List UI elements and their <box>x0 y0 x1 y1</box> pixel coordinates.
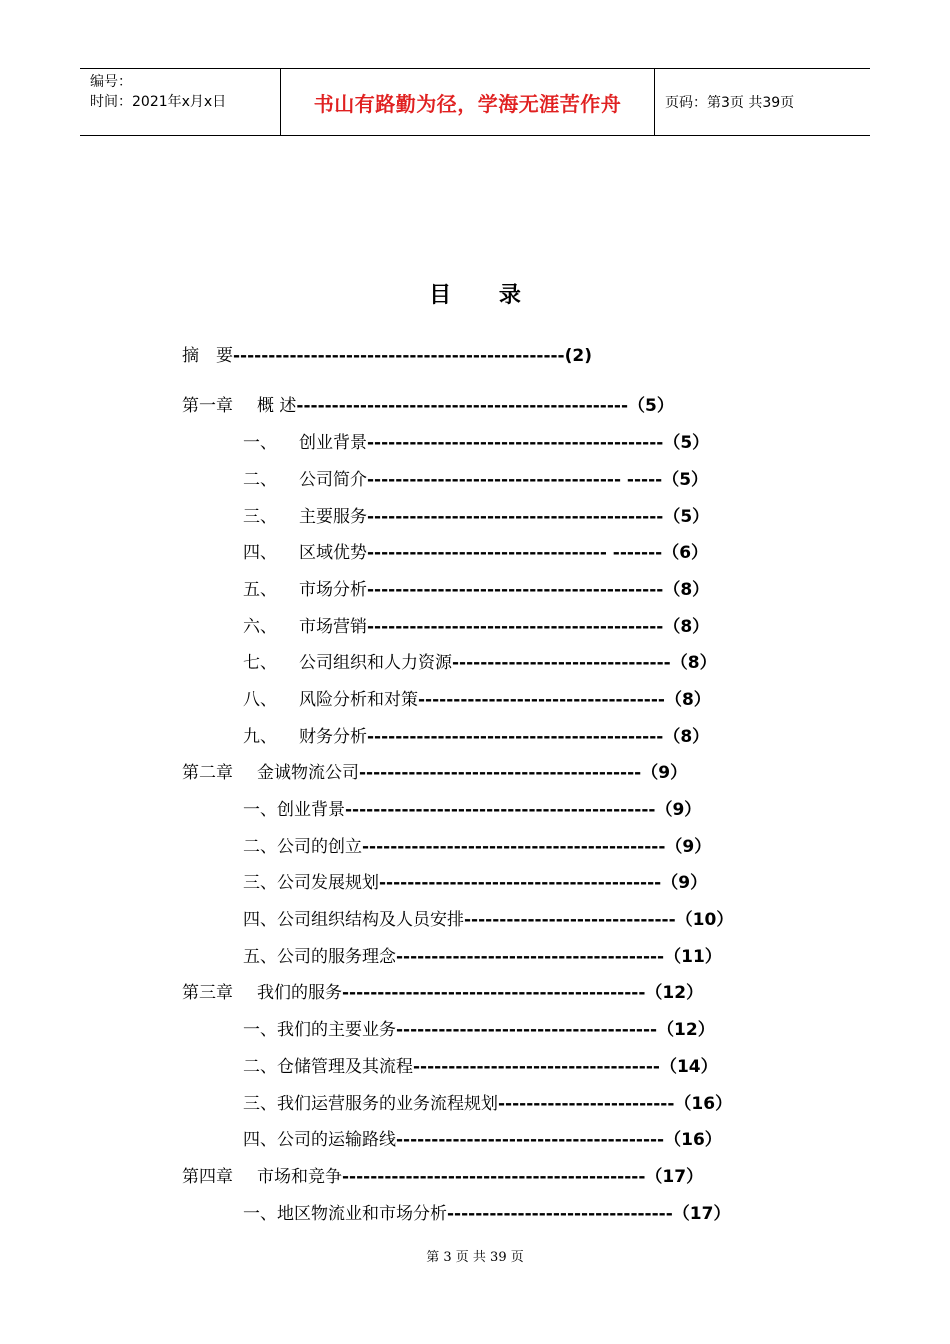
toc-entry[interactable] <box>243 615 709 639</box>
toc-page-number: （9） <box>661 873 708 893</box>
toc-entry-label: 市场营销 <box>299 617 367 637</box>
header-info-cell <box>80 69 281 135</box>
toc-entry-label: 财务分析 <box>299 727 367 747</box>
toc-leader-dashes: ----------------------------------- <box>413 1057 660 1077</box>
toc-leader-dashes: ----------------------------------------------- <box>296 396 629 416</box>
toc-entry[interactable] <box>243 1128 722 1152</box>
toc-entry[interactable] <box>243 725 709 749</box>
toc-entry-number: 四、 <box>243 543 277 563</box>
toc-entry[interactable] <box>243 578 709 602</box>
toc-page-number: （17） <box>672 1204 731 1224</box>
toc-entry-number: 第三章 <box>182 983 233 1003</box>
toc-leader-dashes: ---------------------------------------- <box>379 873 662 893</box>
page-footer: 第 3 页 共 39 页 <box>426 1250 524 1265</box>
toc-entry-label: 市场和竞争 <box>257 1167 342 1187</box>
toc-page-number: （9） <box>655 800 702 820</box>
toc-entry-label: 创业背景 <box>299 433 367 453</box>
toc-entry[interactable] <box>243 1092 732 1116</box>
toc-entry[interactable] <box>243 541 708 565</box>
toc-entry[interactable] <box>243 1018 715 1042</box>
toc-entry-number: 三、 <box>243 507 277 527</box>
toc-leader-dashes: -------------------------------------- <box>396 947 665 967</box>
toc-entry-label: 区域优势 <box>299 543 367 563</box>
toc-leader-dashes: ------------------------------ <box>464 910 676 930</box>
toc-entry-label: 五、公司的服务理念 <box>243 947 396 967</box>
toc-page-number: （12） <box>657 1020 715 1040</box>
toc-page-number: （5） <box>663 433 710 453</box>
header-time: 时间：2021年x月x日 <box>90 94 227 110</box>
toc-entry[interactable] <box>243 945 722 969</box>
header-number: 编号： <box>90 74 132 90</box>
toc-entry-number: 第四章 <box>182 1167 233 1187</box>
toc-page-number: （10） <box>675 910 734 930</box>
toc-page-number: (2) <box>564 346 592 366</box>
header-motto: 书山有路勤为径，学海无涯苦作舟 <box>313 91 622 116</box>
toc-page-number: （11） <box>664 947 722 967</box>
toc-entry-number: 五、 <box>243 580 277 600</box>
toc-leader-dashes: ------------------------------------------ <box>367 507 664 527</box>
toc-leader-dashes: -------------------------------- <box>447 1204 673 1224</box>
toc-entry[interactable] <box>243 431 709 455</box>
toc-page-number: （8） <box>663 617 710 637</box>
toc-entry-label: 一、创业背景 <box>243 800 345 820</box>
page-title: 目 录 <box>429 283 541 308</box>
toc-page-number: （8） <box>663 727 710 747</box>
toc-entry-number: 摘 要 <box>182 346 233 366</box>
toc-entry[interactable] <box>182 1165 703 1189</box>
toc-page-number: （16） <box>674 1094 733 1114</box>
toc-entry[interactable] <box>182 761 687 785</box>
toc-entry[interactable] <box>243 835 711 859</box>
toc-page-number: （8） <box>670 653 717 673</box>
header-motto-cell <box>281 69 655 135</box>
toc-entry-number: 九、 <box>243 727 277 747</box>
toc-page-number: （9） <box>665 837 712 857</box>
toc-entry[interactable] <box>243 908 733 932</box>
toc-entry-label: 市场分析 <box>299 580 367 600</box>
toc-entry[interactable] <box>243 1202 730 1226</box>
toc-entry-label: 二、仓储管理及其流程 <box>243 1057 413 1077</box>
toc-leader-dashes: ---------------------------------- ------- <box>367 543 663 563</box>
toc-leader-dashes: -------------------------------------- <box>396 1130 665 1150</box>
toc-entry-number: 二、 <box>243 470 277 490</box>
toc-page-number: （14） <box>659 1057 718 1077</box>
toc-entry-label: 一、我们的主要业务 <box>243 1020 396 1040</box>
toc-leader-dashes: ----------------------------------------------- <box>233 346 565 366</box>
toc-page-number: （9） <box>641 763 688 783</box>
page-header <box>80 68 870 136</box>
toc-page-number: （5） <box>663 507 710 527</box>
toc-leader-dashes: ------------------------------------------ <box>367 433 664 453</box>
toc-entry-number: 第二章 <box>182 763 233 783</box>
toc-entry[interactable] <box>243 688 711 712</box>
toc-leader-dashes: ------------------------------------------ <box>367 727 664 747</box>
toc-entry[interactable] <box>243 1055 718 1079</box>
toc-entry-label: 四、公司组织结构及人员安排 <box>243 910 464 930</box>
toc-entry-label: 金诚物流公司 <box>257 763 359 783</box>
toc-entry[interactable] <box>243 871 707 895</box>
toc-entry-number: 一、 <box>243 433 277 453</box>
toc-entry[interactable] <box>243 651 717 675</box>
toc-leader-dashes: ------------------------- <box>498 1094 675 1114</box>
toc-page-number: （8） <box>663 580 710 600</box>
toc-entry-label: 公司简介 <box>299 470 367 490</box>
toc-leader-dashes: ------------------------------------------- <box>342 983 646 1003</box>
toc-leader-dashes: ------------------------------------------- <box>342 1167 646 1187</box>
toc-entry-label: 公司组织和人力资源 <box>299 653 452 673</box>
toc-leader-dashes: ------------------------------------------- <box>362 837 666 857</box>
toc-page-number: （6） <box>662 543 709 563</box>
toc-leader-dashes: ---------------------------------------- <box>359 763 642 783</box>
toc-leader-dashes: ------------------------------- <box>452 653 671 673</box>
toc-entry-label: 二、公司的创立 <box>243 837 362 857</box>
toc-entry-label: 主要服务 <box>299 507 367 527</box>
toc-entry-number: 六、 <box>243 617 277 637</box>
toc-entry[interactable] <box>243 505 709 529</box>
toc-leader-dashes: ------------------------------------ ----- <box>367 470 663 490</box>
toc-page-number: （5） <box>662 470 709 490</box>
toc-page-number: （17） <box>645 1167 704 1187</box>
toc-entry[interactable] <box>182 344 592 368</box>
toc-page-number: （12） <box>645 983 704 1003</box>
toc-entry-number: 第一章 <box>182 396 233 416</box>
toc-entry-label: 一、地区物流业和市场分析 <box>243 1204 447 1224</box>
toc-entry[interactable] <box>243 798 701 822</box>
toc-entry[interactable] <box>182 394 674 418</box>
toc-leader-dashes: ------------------------------------------ <box>367 617 664 637</box>
toc-page-number: （5） <box>628 396 674 416</box>
toc-entry-number: 七、 <box>243 653 277 673</box>
toc-leader-dashes: ------------------------------------------ <box>367 580 664 600</box>
header-page-number: 页码：第3页 共39页 <box>665 95 795 111</box>
header-page-cell <box>655 69 870 135</box>
toc-entry-label: 风险分析和对策 <box>299 690 418 710</box>
toc-entry[interactable] <box>182 981 703 1005</box>
toc-entry[interactable] <box>243 468 708 492</box>
toc-leader-dashes: -------------------------------------------- <box>345 800 656 820</box>
toc-leader-dashes: ------------------------------------- <box>396 1020 658 1040</box>
toc-entry-label: 三、我们运营服务的业务流程规划 <box>243 1094 498 1114</box>
toc-entry-label: 我们的服务 <box>257 983 342 1003</box>
toc-entry-label: 四、公司的运输路线 <box>243 1130 396 1150</box>
toc-page-number: （8） <box>664 690 711 710</box>
toc-entry-number: 八、 <box>243 690 277 710</box>
toc-entry-label: 概 述 <box>257 396 297 416</box>
toc-entry-label: 三、公司发展规划 <box>243 873 379 893</box>
toc-leader-dashes: ----------------------------------- <box>418 690 665 710</box>
toc-page-number: （16） <box>664 1130 722 1150</box>
